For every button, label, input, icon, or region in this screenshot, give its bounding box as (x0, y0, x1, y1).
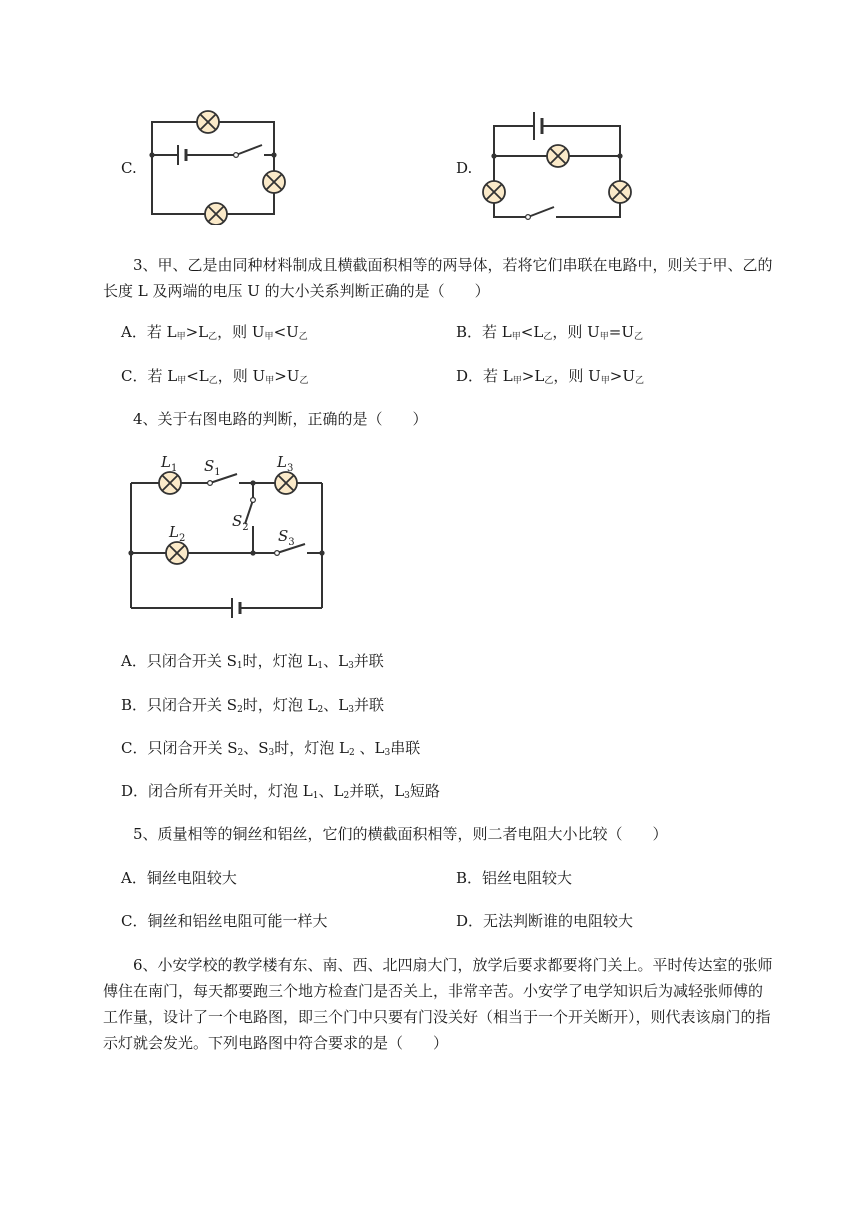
q3-option-c: C．若 $L_甲<L_乙$，则 $U_甲>U_乙$ (121, 367, 309, 386)
option-c-label: C. (121, 159, 137, 177)
circuit-option-c (140, 100, 290, 225)
q3-option-a: A．若 $L_甲>L_乙$，则 $U_甲<U_乙$ (121, 323, 308, 342)
circuit-option-d (478, 100, 638, 225)
q5-option-d: D．无法判断谁的电阻较大 (456, 912, 634, 930)
q4-option-d: D．闭合所有开关时，灯泡 $L_1$、$L_2$并联，$L_3$短路 (121, 782, 440, 801)
q6-line-2: 傅住在南门，每天都要跑三个地方检查门是否关上，非常辛苦。小安学了电学知识后为减轻张师傅的 (103, 982, 764, 1000)
lamp-icon (166, 542, 188, 564)
label-l3: $L_3$ (277, 453, 294, 474)
q3-option-b: B．若 $L_甲<L_乙$，则 $U_甲=U_乙$ (456, 323, 643, 342)
lamp-icon (263, 171, 285, 193)
lamp-icon (197, 111, 219, 133)
q5-option-b: B．铝丝电阻较大 (456, 869, 573, 887)
lamp-icon (547, 145, 569, 167)
label-s3: $S_3$ (278, 527, 295, 548)
q5-option-a: A．铜丝电阻较大 (121, 869, 237, 887)
lamp-icon (275, 472, 297, 494)
lamp-icon (483, 181, 505, 203)
q4-option-a: A．只闭合开关 $S_1$时，灯泡 $L_1$、$L_3$并联 (121, 652, 384, 671)
circuit-q4 (115, 448, 340, 623)
option-d-label: D. (456, 159, 473, 177)
lamp-icon (205, 203, 227, 225)
q6-line-4: 示灯就会发光。下列电路图中符合要求的是（ ） (103, 1034, 449, 1052)
q3-option-d: D．若 $L_甲>L_乙$，则 $U_甲>U_乙$ (456, 367, 644, 386)
q4-option-b: B．只闭合开关 $S_2$时，灯泡 $L_2$、$L_3$并联 (121, 696, 384, 715)
label-l1: $L_1$ (161, 453, 178, 474)
q3-line-2: 长度 L 及两端的电压 U 的大小关系判断正确的是（ ） (103, 282, 490, 300)
q3-line-1: 3、甲、乙是由同种材料制成且横截面积相等的两导体，若将它们串联在电路中，则关于甲、乙的 (133, 256, 773, 274)
lamp-icon (609, 181, 631, 203)
label-s1: $S_1$ (204, 457, 221, 478)
q4-option-c: C．只闭合开关 $S_2$、$S_3$时，灯泡 $L_2$ 、$L_3$串联 (121, 739, 421, 758)
q5-option-c: C．铜丝和铝丝电阻可能一样大 (121, 912, 328, 930)
q5-stem: 5、质量相等的铜丝和铝丝，它们的横截面积相等，则二者电阻大小比较（ ） (133, 825, 668, 843)
lamp-icon (159, 472, 181, 494)
q6-line-1: 6、小安学校的教学楼有东、南、西、北四扇大门，放学后要求都要将门关上。平时传达室的张师 (133, 956, 773, 974)
label-l2: $L_2$ (169, 523, 186, 544)
q6-line-3: 工作量，设计了一个电路图，即三个门中只要有门没关好（相当于一个开关断开），则代表该扇门的指 (103, 1008, 771, 1026)
q4-stem: 4、关于右图电路的判断，正确的是（ ） (133, 410, 428, 428)
label-s2: $S_2$ (232, 512, 249, 533)
